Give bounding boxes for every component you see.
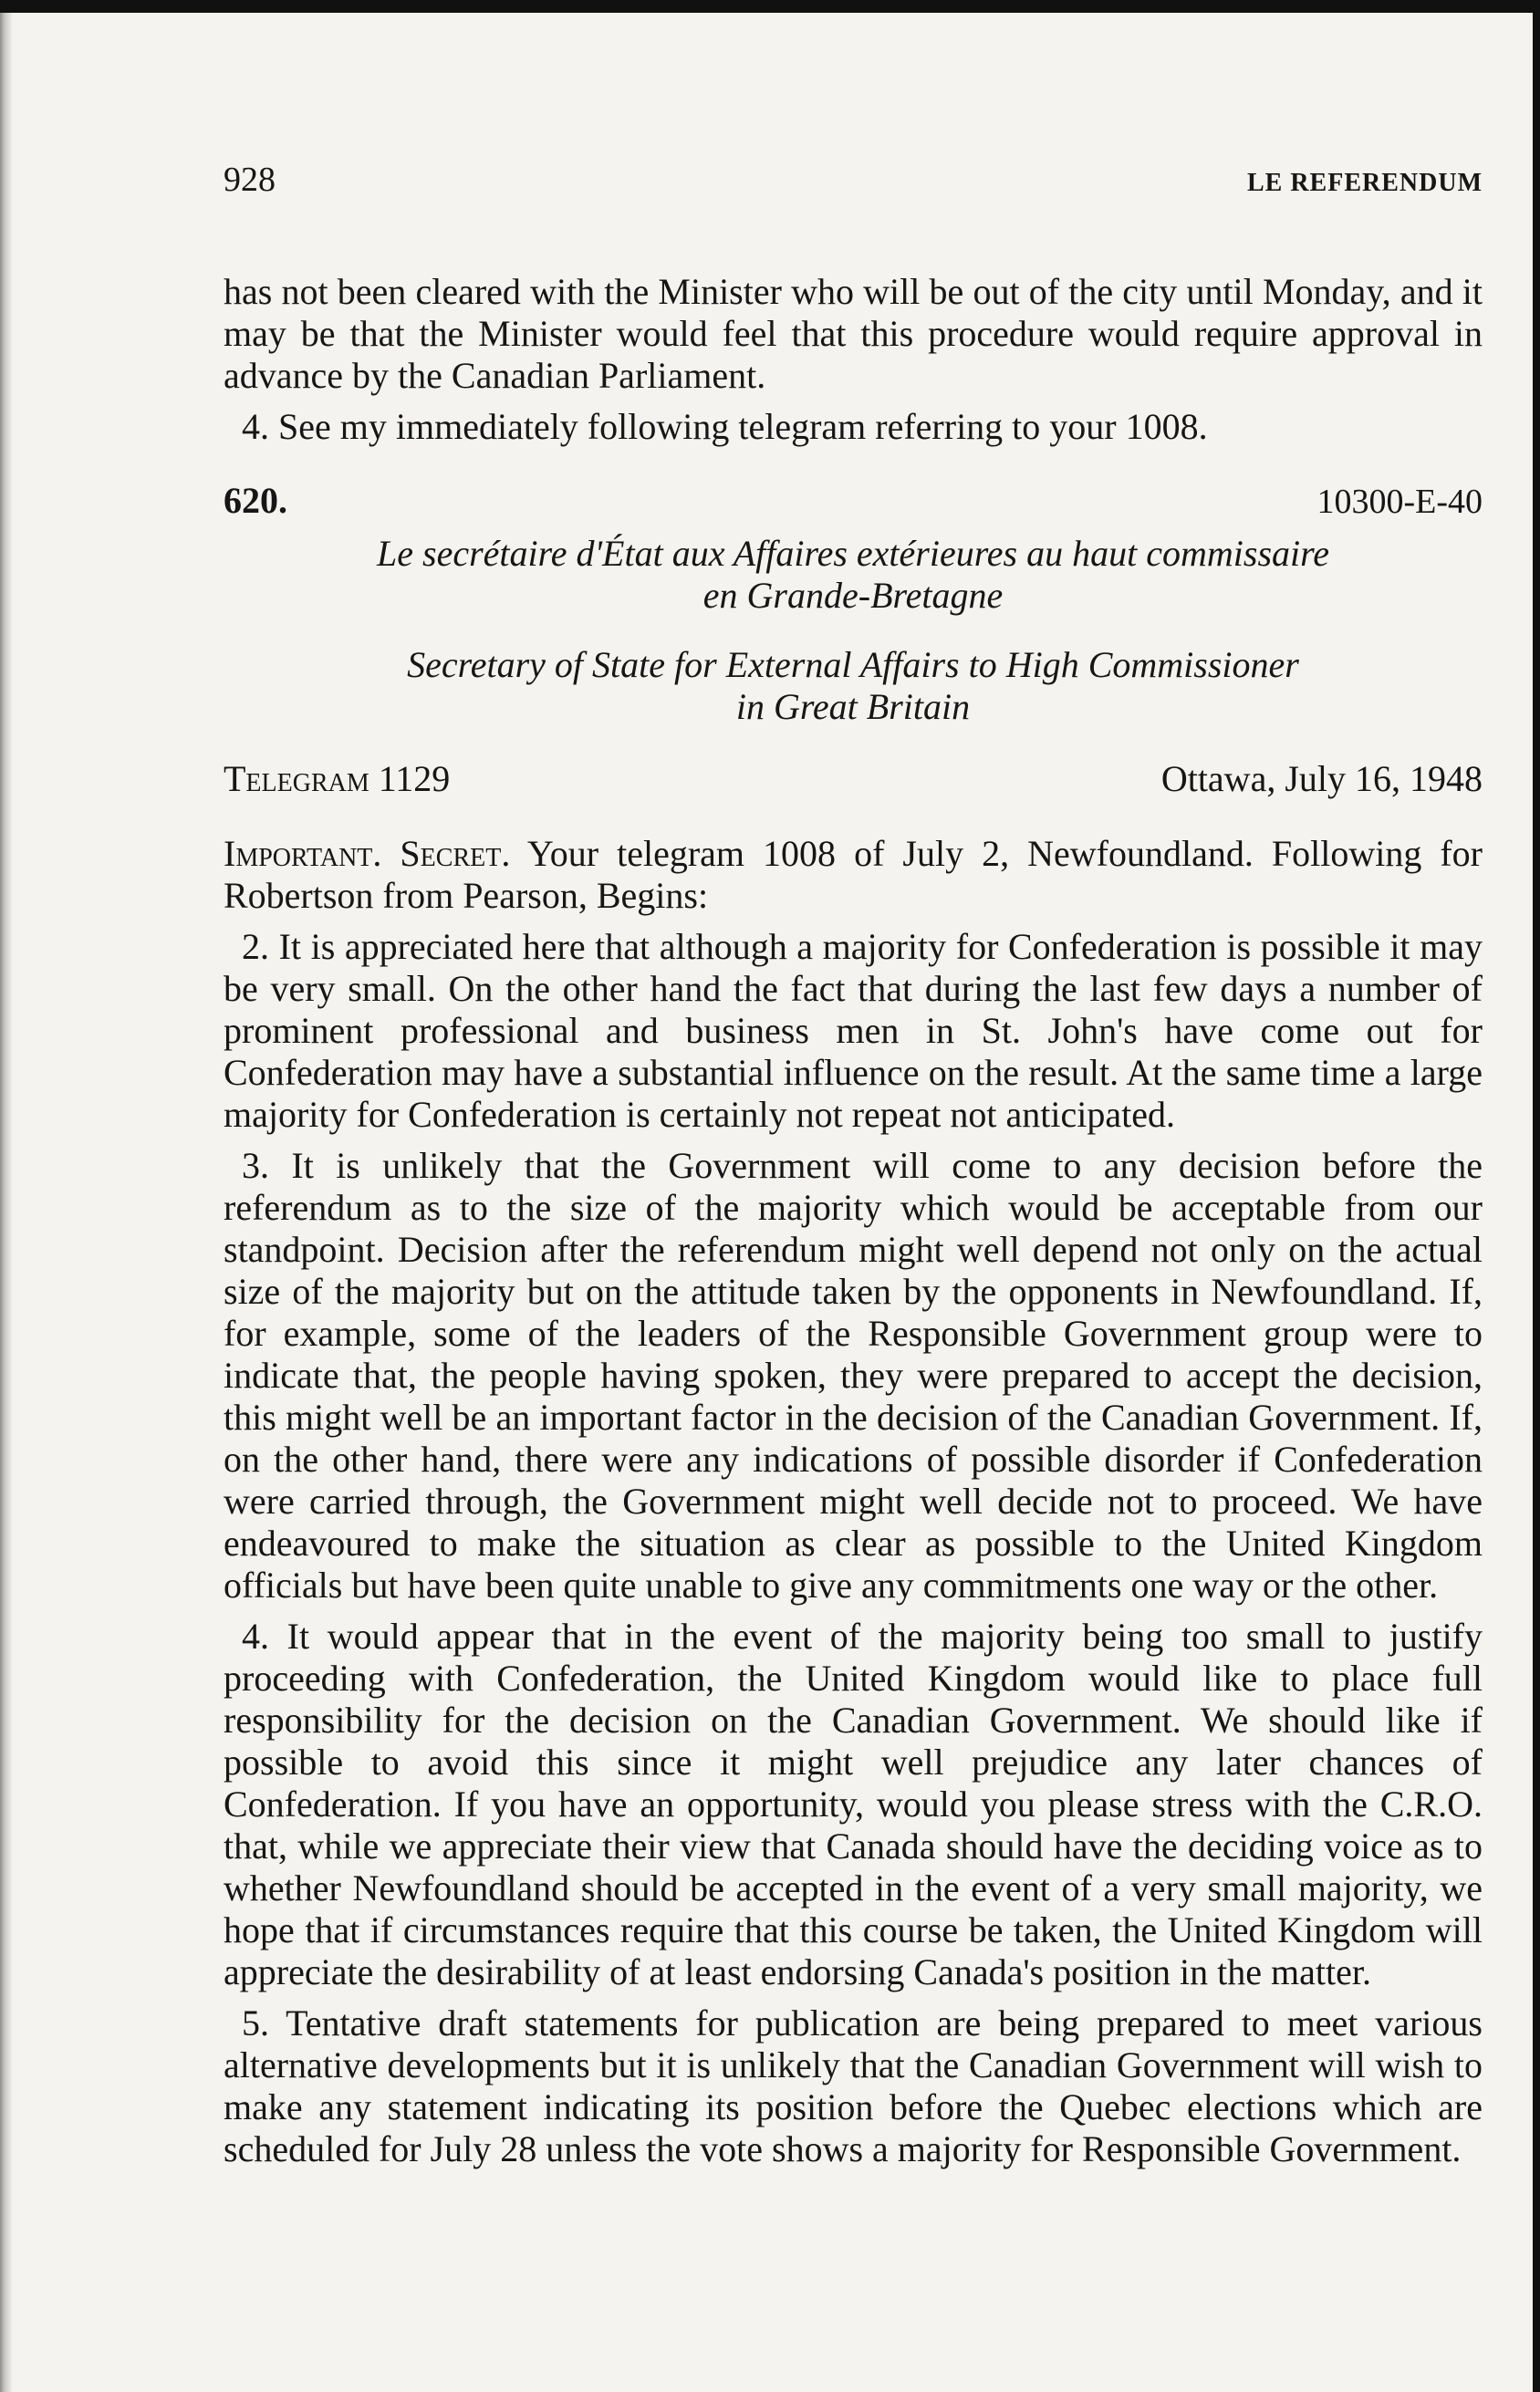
document-number: 620. [224,480,287,521]
heading-english [224,644,1483,728]
scan-left-binding-shadow [0,13,13,2392]
intro-paragraph [224,833,1483,917]
heading-french [224,533,1483,617]
heading-english-line-1: Secretary of State for External Affairs to High Commissioner [407,644,1299,685]
heading-french-line-1: Le secrétaire d'État aux Affaires extérieures au haut commissaire [377,533,1329,574]
telegram-line [224,757,1483,800]
page-number: 928 [224,161,276,199]
file-reference: 10300-E-40 [1316,483,1483,521]
carryover-paragraph: has not been cleared with the Minister who will be out of the city until Monday, and it may be that the Minister would feel that this procedure would require approval in advance by the Canadian Parliament. [224,271,1483,396]
telegram-number: Telegram 1129 [224,758,451,799]
scan-right-border [1533,0,1540,2392]
place-and-date: Ottawa, July 16, 1948 [1160,758,1483,799]
heading-english-line-2: in Great Britain [735,686,971,727]
carryover-item-4: 4. See my immediately following telegram referring to your 1008. [242,406,1208,447]
classification: Important. Secret. [224,833,511,874]
intro-text: Your telegram 1008 of July 2, Newfoundland. Following for Robertson from Pearson, Begins: [224,833,1483,916]
paragraph-3: 3. It is unlikely that the Government will come to any decision before the referendum as to the size of the majority which would be acceptable from our standpoint. Decision after the referendum might well depend not only on the actual size of the majority but on the attitude taken by the opponents in Newfoundland. If, for example, some of the leaders of the Responsible Government group were to indicate that, the people having spoken, they were prepared to accept the decision, this might well be an important factor in the decision of the Canadian Government. If, on the other hand, there were any indications of possible disorder if Confederation were carried through, the Government might well decide not to proceed. We have endeavoured to make the situation as clear as possible to the United Kingdom officials but have been quite unable to give any commitments one way or the other. [224,1145,1483,1606]
heading-french-line-2: en Grande-Bretagne [702,575,1004,616]
document-page [224,160,1483,2179]
section-title: LE REFERENDUM [1246,169,1483,197]
document-header [224,479,1483,522]
paragraph-5: 5. Tentative draft statements for publication are being prepared to meet various alternative developments but it is unlikely that the Canadian Government will wish to make any statement indicating its position before the Quebec elections which are scheduled for July 28 unless the vote shows a majority for Responsible Government. [224,2002,1483,2169]
scan-top-border [0,0,1540,13]
running-header [224,160,1483,200]
paragraph-2: 2. It is appreciated here that although a majority for Confederation is possible it may be very small. On the other hand the fact that during the last few days a number of prominent professional and business men in St. John's have come out for Confederation may have a substantial influence on the result. At the same time a large majority for Confederation is certainly not repeat not anticipated. [224,926,1483,1135]
paragraph-4: 4. It would appear that in the event of the majority being too small to justify proceeding with Confederation, the United Kingdom would like to place full responsibility for the decision on the Canadian Government. We should like if possible to avoid this since it might well prejudice any later chances of Confederation. If you have an opportunity, would you please stress with the C.R.O. that, while we appreciate their view that Canada should have the deciding voice as to whether Newfoundland should be accepted in the event of a very small majority, we hope that if circumstances require that this course be taken, the United Kingdom will appreciate the desirability of at least endorsing Canada's position in the matter. [224,1616,1483,1992]
